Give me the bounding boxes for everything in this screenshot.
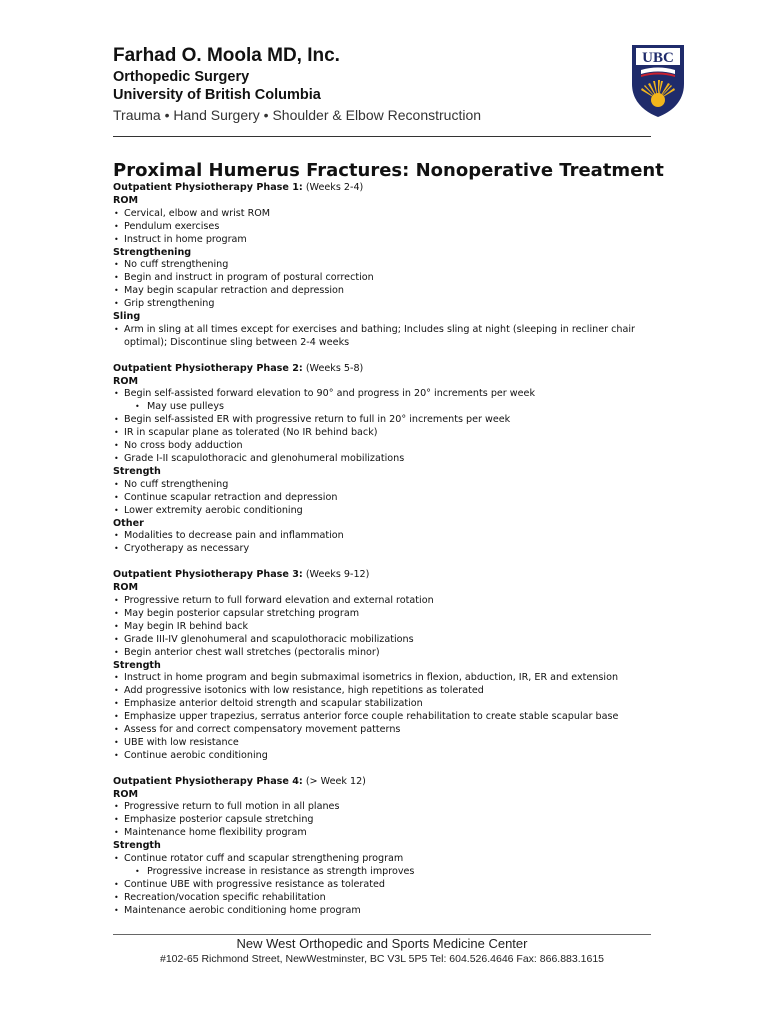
list-item	[113, 879, 673, 892]
section-label: Other	[113, 517, 144, 529]
list-item	[113, 285, 673, 298]
phase-weeks: (Weeks 2-4)	[305, 182, 364, 193]
list-item-text: Grade I-II scapulothoracic and glenohumeral mobilizations	[124, 453, 405, 465]
phase-label: Outpatient Physiotherapy Phase 1:	[113, 182, 303, 193]
list-item	[113, 737, 673, 750]
list-item-text: IR in scapular plane as tolerated (No IR behind back)	[124, 427, 378, 439]
list-item	[113, 543, 673, 556]
section-label: ROM	[113, 194, 139, 206]
phase-weeks: (> Week 12)	[305, 775, 366, 787]
list-item-text: Progressive return to full forward elevation and external rotation	[124, 594, 434, 606]
sub-list-item: • May use pulleys	[113, 401, 673, 414]
list-item-text: Continue UBE with progressive resistance as tolerated	[124, 878, 385, 890]
phase-heading	[113, 182, 673, 195]
list-item-text: No cross body adduction	[124, 440, 243, 452]
list-item	[113, 234, 673, 247]
list-item-text: Begin and instruct in program of postural correction	[124, 272, 374, 284]
list-item	[113, 892, 673, 905]
bullet-list	[113, 530, 673, 556]
list-item	[113, 814, 673, 827]
list-item	[113, 479, 673, 492]
section-label: ROM	[113, 788, 139, 800]
list-item-text: Emphasize anterior deltoid strength and scapular stabilization	[124, 698, 423, 710]
bullet-list	[113, 324, 673, 350]
phase-heading	[113, 569, 673, 582]
bullet-list	[113, 801, 673, 840]
list-item	[113, 259, 673, 272]
phase-heading	[113, 363, 673, 376]
list-item-text: Instruct in home program and begin submaximal isometrics in flexion, abduction, IR, ER and extension	[124, 672, 619, 684]
bullet-list	[113, 479, 673, 518]
phase-1	[113, 182, 673, 350]
list-item-text: Maintenance home flexibility program	[124, 827, 307, 839]
bullet-list	[113, 672, 673, 762]
list-item-text: Begin self-assisted forward elevation to 90° and progress in 20° increments per week	[124, 388, 536, 400]
list-item-text: Add progressive isotonics with low resistance, high repetitions as tolerated	[124, 685, 484, 697]
list-item	[113, 801, 673, 814]
section-label: Sling	[113, 311, 141, 323]
specialties: Trauma • Hand Surgery • Shoulder & Elbow Reconstruction	[113, 107, 482, 123]
list-item-text: Grade III-IV glenohumeral and scapulothoracic mobilizations	[124, 633, 414, 645]
list-item-text: Begin anterior chest wall stretches (pectoralis minor)	[124, 646, 380, 658]
section-label: Strength	[113, 465, 161, 477]
list-item	[113, 272, 673, 285]
letterhead	[113, 44, 653, 124]
sub-bullet-list	[113, 866, 673, 879]
list-item	[113, 595, 673, 608]
list-item	[113, 608, 673, 621]
footer-center-name: New West Orthopedic and Sports Medicine Center	[236, 936, 528, 951]
ubc-logo	[631, 44, 685, 118]
list-item-text: May begin posterior capsular stretching program	[124, 607, 360, 619]
list-item-text: May begin IR behind back	[124, 620, 249, 632]
footer-address: #102-65 Richmond Street, NewWestminster, BC V3L 5P5 Tel: 604.526.4646 Fax: 866.883.1615	[160, 953, 604, 965]
list-item-text: No cuff strengthening	[124, 259, 229, 271]
section-label: Strength	[113, 840, 161, 852]
list-item-text: Grip strengthening	[124, 298, 215, 310]
phase-label: Outpatient Physiotherapy Phase 2:	[113, 362, 303, 374]
phase-4	[113, 776, 673, 918]
list-item-text: Continue scapular retraction and depression	[124, 491, 338, 503]
list-item-text: Recreation/vocation specific rehabilitation	[124, 891, 326, 903]
list-item	[113, 621, 673, 634]
phase-2	[113, 363, 673, 557]
list-item	[113, 647, 673, 660]
section-label: Strengthening	[113, 246, 192, 258]
section-label: ROM	[113, 582, 139, 594]
list-item-text: Emphasize posterior capsule stretching	[124, 814, 314, 826]
list-item-text: Cryotherapy as necessary	[124, 543, 250, 555]
list-item	[113, 427, 673, 440]
list-item-text: Pendulum exercises	[124, 220, 220, 232]
list-item-text: Assess for and correct compensatory movement patterns	[124, 724, 401, 736]
header-divider	[113, 136, 651, 137]
phase-weeks: (Weeks 9-12)	[305, 569, 370, 581]
university: University of British Columbia	[113, 87, 321, 103]
list-item-text: May begin scapular retraction and depression	[124, 285, 344, 297]
list-item	[113, 698, 673, 711]
list-item-text: Continue rotator cuff and scapular strengthening program	[124, 853, 404, 865]
doctor-name: Farhad O. Moola MD, Inc.	[113, 45, 340, 66]
list-item-text: Begin self-assisted ER with progressive return to full in 20° increments per week	[124, 414, 511, 426]
list-item-text: Modalities to decrease pain and inflammation	[124, 530, 344, 542]
section-label: Strength	[113, 659, 161, 671]
bullet-list	[113, 208, 673, 247]
list-item	[113, 711, 673, 724]
list-item	[113, 530, 673, 543]
list-item-text: Arm in sling at all times except for exercises and bathing; Includes sling at night (sleeping in recliner chair optimal); Discontinue sling between 2-4 weeks	[124, 323, 635, 348]
phase-heading	[113, 776, 673, 789]
list-item	[113, 505, 673, 518]
list-item	[113, 672, 673, 685]
list-item-text: Instruct in home program	[124, 233, 247, 245]
sub-list-item: • Progressive increase in resistance as strength improves	[113, 866, 673, 879]
list-item	[113, 905, 673, 918]
bullet-list	[113, 595, 673, 660]
list-item-text: Progressive return to full motion in all planes	[124, 801, 340, 813]
document-title: Proximal Humerus Fractures: Nonoperative Treatment	[113, 160, 664, 181]
list-item	[113, 685, 673, 698]
department: Orthopedic Surgery	[113, 69, 250, 85]
list-item-text: Continue aerobic conditioning	[124, 749, 268, 761]
ubc-crest-icon	[631, 44, 685, 118]
logo-text: UBC	[642, 50, 674, 66]
phase-weeks: (Weeks 5-8)	[305, 362, 364, 374]
phase-label: Outpatient Physiotherapy Phase 4:	[113, 775, 303, 787]
list-item	[113, 388, 673, 414]
phase-3	[113, 569, 673, 763]
list-item-text: Cervical, elbow and wrist ROM	[124, 207, 271, 219]
list-item-text: UBE with low resistance	[124, 736, 239, 748]
list-item	[113, 827, 673, 840]
bullet-list	[113, 259, 673, 311]
list-item	[113, 208, 673, 221]
list-item	[113, 414, 673, 427]
list-item	[113, 324, 673, 350]
list-item	[113, 724, 673, 737]
list-item	[113, 853, 673, 879]
bullet-list	[113, 388, 673, 465]
list-item	[113, 453, 673, 466]
list-item-text: Emphasize upper trapezius, serratus anterior force couple rehabilitation to create stable scapular base	[124, 711, 619, 723]
list-item	[113, 298, 673, 311]
list-item	[113, 221, 673, 234]
footer-divider	[113, 934, 651, 935]
list-item	[113, 440, 673, 453]
list-item	[113, 750, 673, 763]
section-label: ROM	[113, 375, 139, 387]
protocol-content	[113, 182, 673, 918]
footer	[113, 936, 651, 966]
list-item-text: Lower extremity aerobic conditioning	[124, 504, 303, 516]
bullet-list	[113, 853, 673, 918]
list-item	[113, 634, 673, 647]
sub-bullet-list	[113, 401, 673, 414]
list-item-text: Maintenance aerobic conditioning home program	[124, 904, 361, 916]
phase-label: Outpatient Physiotherapy Phase 3:	[113, 569, 303, 581]
list-item-text: No cuff strengthening	[124, 478, 229, 490]
list-item	[113, 492, 673, 505]
